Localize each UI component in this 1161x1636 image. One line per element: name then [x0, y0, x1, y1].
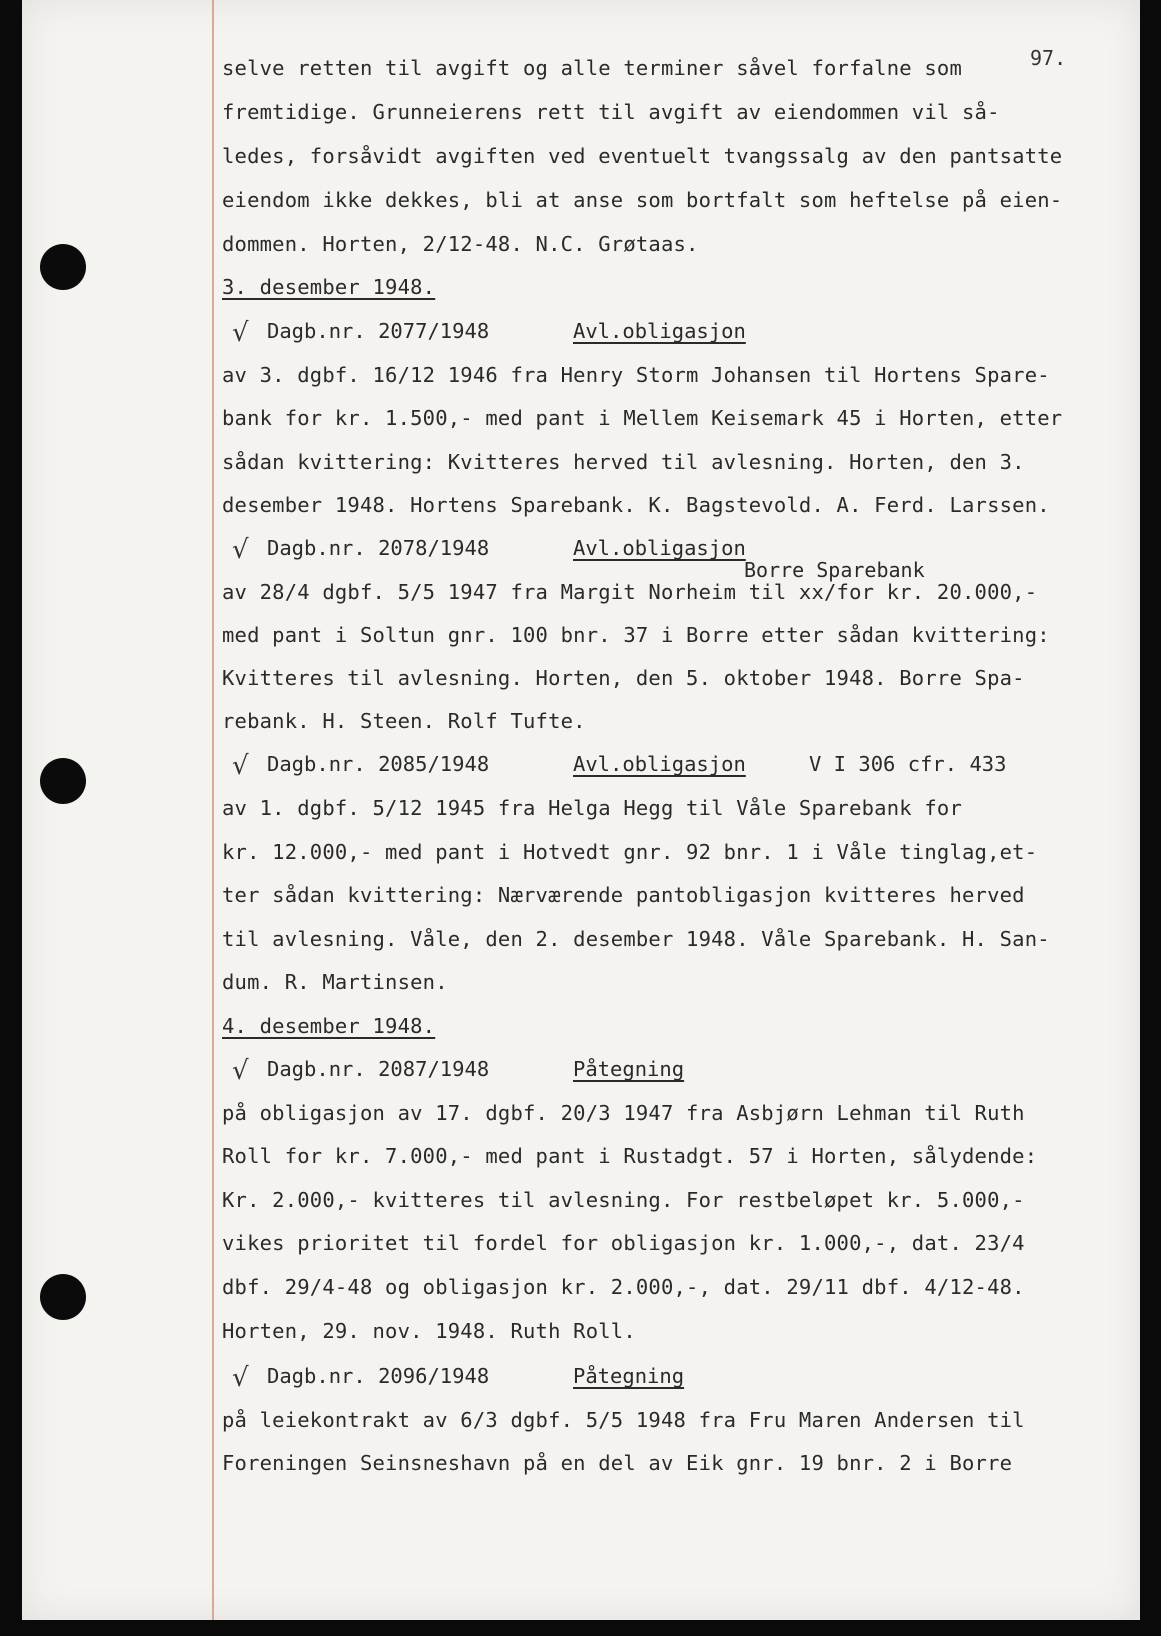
- text-line: bank for kr. 1.500,- med pant i Mellem Keisemark 45 i Horten, etter: [222, 406, 1063, 430]
- entry-journal-number: Dagb.nr. 2078/1948: [267, 536, 490, 560]
- text-line: av 1. dgbf. 5/12 1945 fra Helga Hegg til Våle Sparebank for: [222, 796, 962, 820]
- check-mark: √: [232, 318, 249, 348]
- text-line: rebank. H. Steen. Rolf Tufte.: [222, 709, 586, 733]
- check-mark: √: [232, 1056, 249, 1086]
- entry-journal-number: Dagb.nr. 2085/1948: [267, 752, 490, 776]
- entry-type: Påtegning: [573, 1364, 685, 1388]
- binder-hole-middle: [40, 758, 86, 804]
- text-line: av 3. dgbf. 16/12 1946 fra Henry Storm Johansen til Hortens Spare-: [222, 363, 1050, 387]
- handwritten-insertion: Borre Sparebank: [744, 558, 925, 582]
- entry-type: Avl.obligasjon: [573, 536, 746, 560]
- entry-reference: V I 306 cfr. 433: [809, 752, 1007, 776]
- text-line: til avlesning. Våle, den 2. desember 1948. Våle Sparebank. H. San-: [222, 927, 1050, 951]
- check-mark: √: [232, 535, 249, 565]
- date-heading: 4. desember 1948.: [222, 1014, 436, 1038]
- text-line: kr. 12.000,- med pant i Hotvedt gnr. 92 bnr. 1 i Våle tinglag,et-: [222, 840, 1038, 864]
- text-line: av 28/4 dgbf. 5/5 1947 fra Margit Norheim til xx/for kr. 20.000,-: [222, 580, 1038, 604]
- text-line: Horten, 29. nov. 1948. Ruth Roll.: [222, 1319, 636, 1343]
- page-number: 97.: [1030, 46, 1067, 70]
- entry-type: Avl.obligasjon: [573, 319, 746, 343]
- text-line: desember 1948. Hortens Sparebank. K. Bagstevold. A. Ferd. Larssen.: [222, 493, 1050, 517]
- check-mark: √: [232, 1363, 249, 1393]
- text-line: fremtidige. Grunneierens rett til avgift av eiendommen vil så-: [222, 100, 1000, 124]
- binder-hole-bottom: [40, 1274, 86, 1320]
- binder-hole-top: [40, 244, 86, 290]
- text-line: med pant i Soltun gnr. 100 bnr. 37 i Borre etter sådan kvittering:: [222, 623, 1050, 647]
- entry-type: Avl.obligasjon: [573, 752, 746, 776]
- text-line: ledes, forsåvidt avgiften ved eventuelt tvangssalg av den pantsatte: [222, 144, 1063, 168]
- text-line: Kvitteres til avlesning. Horten, den 5. oktober 1948. Borre Spa-: [222, 666, 1025, 690]
- text-line: ter sådan kvittering: Nærværende pantobligasjon kvitteres herved: [222, 883, 1025, 907]
- text-line: selve retten til avgift og alle terminer såvel forfalne som: [222, 56, 962, 80]
- text-line: Kr. 2.000,- kvitteres til avlesning. For restbeløpet kr. 5.000,-: [222, 1188, 1025, 1212]
- text-line: sådan kvittering: Kvitteres herved til avlesning. Horten, den 3.: [222, 450, 1025, 474]
- text-line: eiendom ikke dekkes, bli at anse som bortfalt som heftelse på eien-: [222, 188, 1063, 212]
- document-page: [22, 0, 1140, 1620]
- entry-type: Påtegning: [573, 1057, 685, 1081]
- margin-line: [212, 0, 214, 1620]
- text-line: dum. R. Martinsen.: [222, 970, 448, 994]
- entry-journal-number: Dagb.nr. 2077/1948: [267, 319, 490, 343]
- entry-journal-number: Dagb.nr. 2096/1948: [267, 1364, 490, 1388]
- text-line: vikes prioritet til fordel for obligasjon kr. 1.000,-, dat. 23/4: [222, 1231, 1025, 1255]
- entry-journal-number: Dagb.nr. 2087/1948: [267, 1057, 490, 1081]
- text-line: dommen. Horten, 2/12-48. N.C. Grøtaas.: [222, 232, 699, 256]
- date-heading: 3. desember 1948.: [222, 275, 436, 299]
- text-line: Foreningen Seinsneshavn på en del av Eik gnr. 19 bnr. 2 i Borre: [222, 1451, 1013, 1475]
- check-mark: √: [232, 751, 249, 781]
- text-line: dbf. 29/4-48 og obligasjon kr. 2.000,-, dat. 29/11 dbf. 4/12-48.: [222, 1275, 1025, 1299]
- text-line: på obligasjon av 17. dgbf. 20/3 1947 fra Asbjørn Lehman til Ruth: [222, 1101, 1025, 1125]
- text-line: Roll for kr. 7.000,- med pant i Rustadgt. 57 i Horten, sålydende:: [222, 1144, 1038, 1168]
- text-line: på leiekontrakt av 6/3 dgbf. 5/5 1948 fra Fru Maren Andersen til: [222, 1408, 1025, 1432]
